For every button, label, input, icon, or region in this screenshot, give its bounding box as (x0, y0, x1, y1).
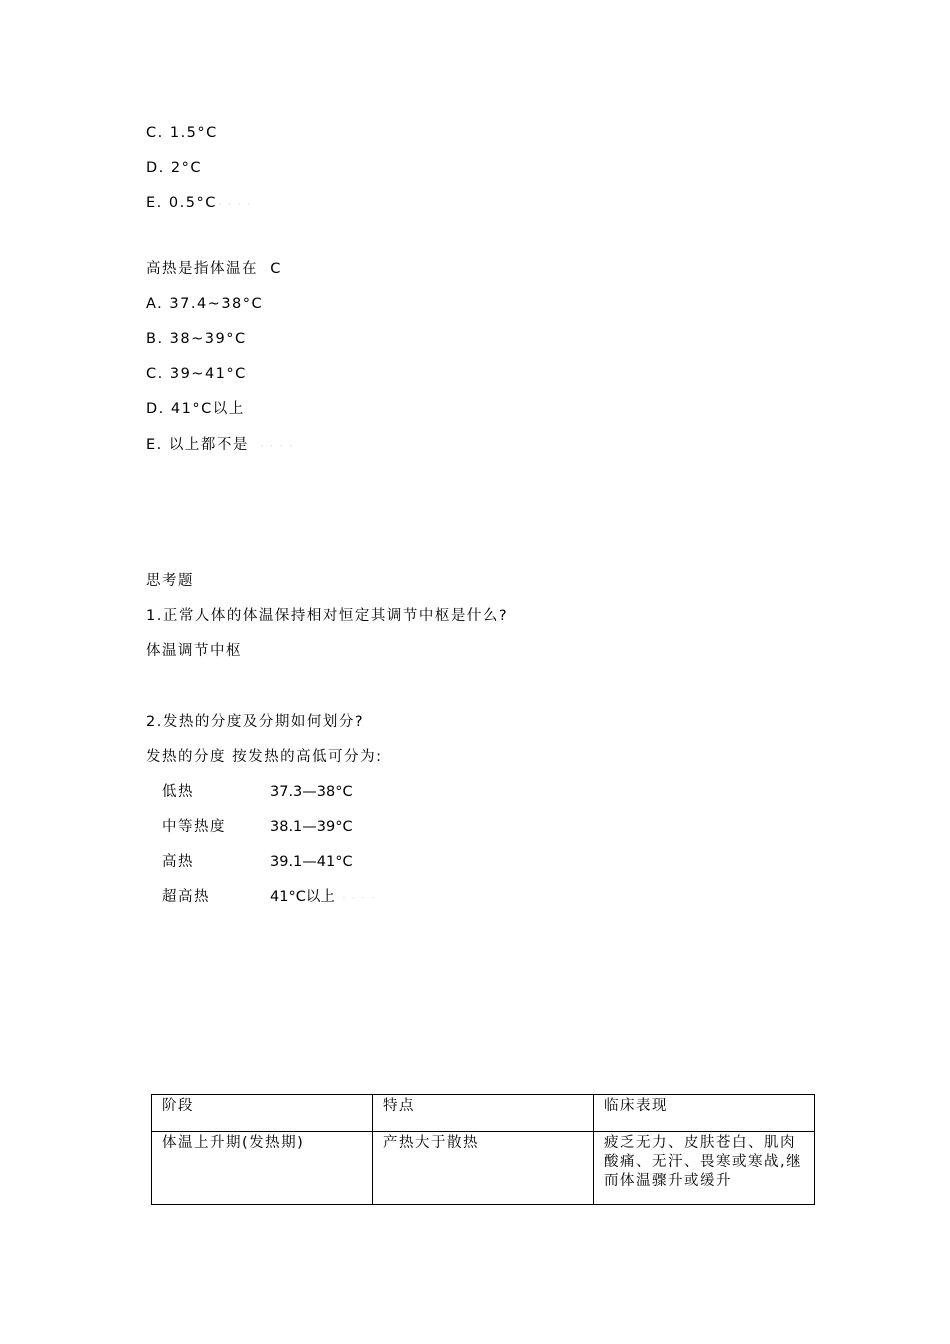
q2-option-d: D. 41°C以上 (146, 401, 245, 417)
table-header-cell: 临床表现 (594, 1095, 815, 1132)
q2-stem: 高热是指体温在 C (146, 261, 282, 277)
grade-label: 高热 (162, 854, 194, 870)
grade-range: 37.3—38°C (270, 784, 353, 800)
table-row (152, 1132, 815, 1205)
grade-label: 中等热度 (162, 819, 226, 835)
table-cell-feature: 产热大于散热 (373, 1132, 594, 1205)
q1-option-c: C. 1.5°C (146, 125, 218, 141)
table-cell-clinical: 疲乏无力、皮肤苍白、肌肉酸痛、无汗、畏寒或寒战,继而体温骤升或缓升 (594, 1132, 815, 1205)
q1-option-d: D. 2°C (146, 160, 202, 176)
watermark-mark: · · · · (342, 891, 376, 905)
thinking-q1: 1.正常人体的体温保持相对恒定其调节中枢是什么? (146, 608, 509, 624)
table-header-row (152, 1095, 815, 1132)
thinking-heading: 思考题 (146, 573, 194, 589)
q2-option-a: A. 37.4~38°C (146, 296, 264, 312)
fever-stage-table (151, 1094, 815, 1205)
grade-label: 超高热 (162, 889, 210, 905)
q2-option-e: E. 以上都不是 (146, 437, 249, 453)
q1-option-e: E. 0.5°C (146, 195, 217, 211)
q2-option-b: B. 38~39°C (146, 331, 247, 347)
grade-range: 38.1—39°C (270, 819, 353, 835)
table-cell-stage: 体温上升期(发热期) (152, 1132, 373, 1205)
table-header-cell: 阶段 (152, 1095, 373, 1132)
grade-range: 41°C以上 (270, 889, 335, 905)
watermark-mark: · · · · (260, 439, 294, 453)
thinking-a1: 体温调节中枢 (146, 643, 242, 659)
q2-option-c: C. 39~41°C (146, 366, 247, 382)
table-header-cell: 特点 (373, 1095, 594, 1132)
thinking-a2-intro: 发热的分度 按发热的高低可分为: (146, 749, 383, 765)
grade-label: 低热 (162, 784, 194, 800)
watermark-mark: · · · · (218, 197, 252, 211)
grade-range: 39.1—41°C (270, 854, 353, 870)
thinking-q2: 2.发热的分度及分期如何划分? (146, 714, 365, 730)
